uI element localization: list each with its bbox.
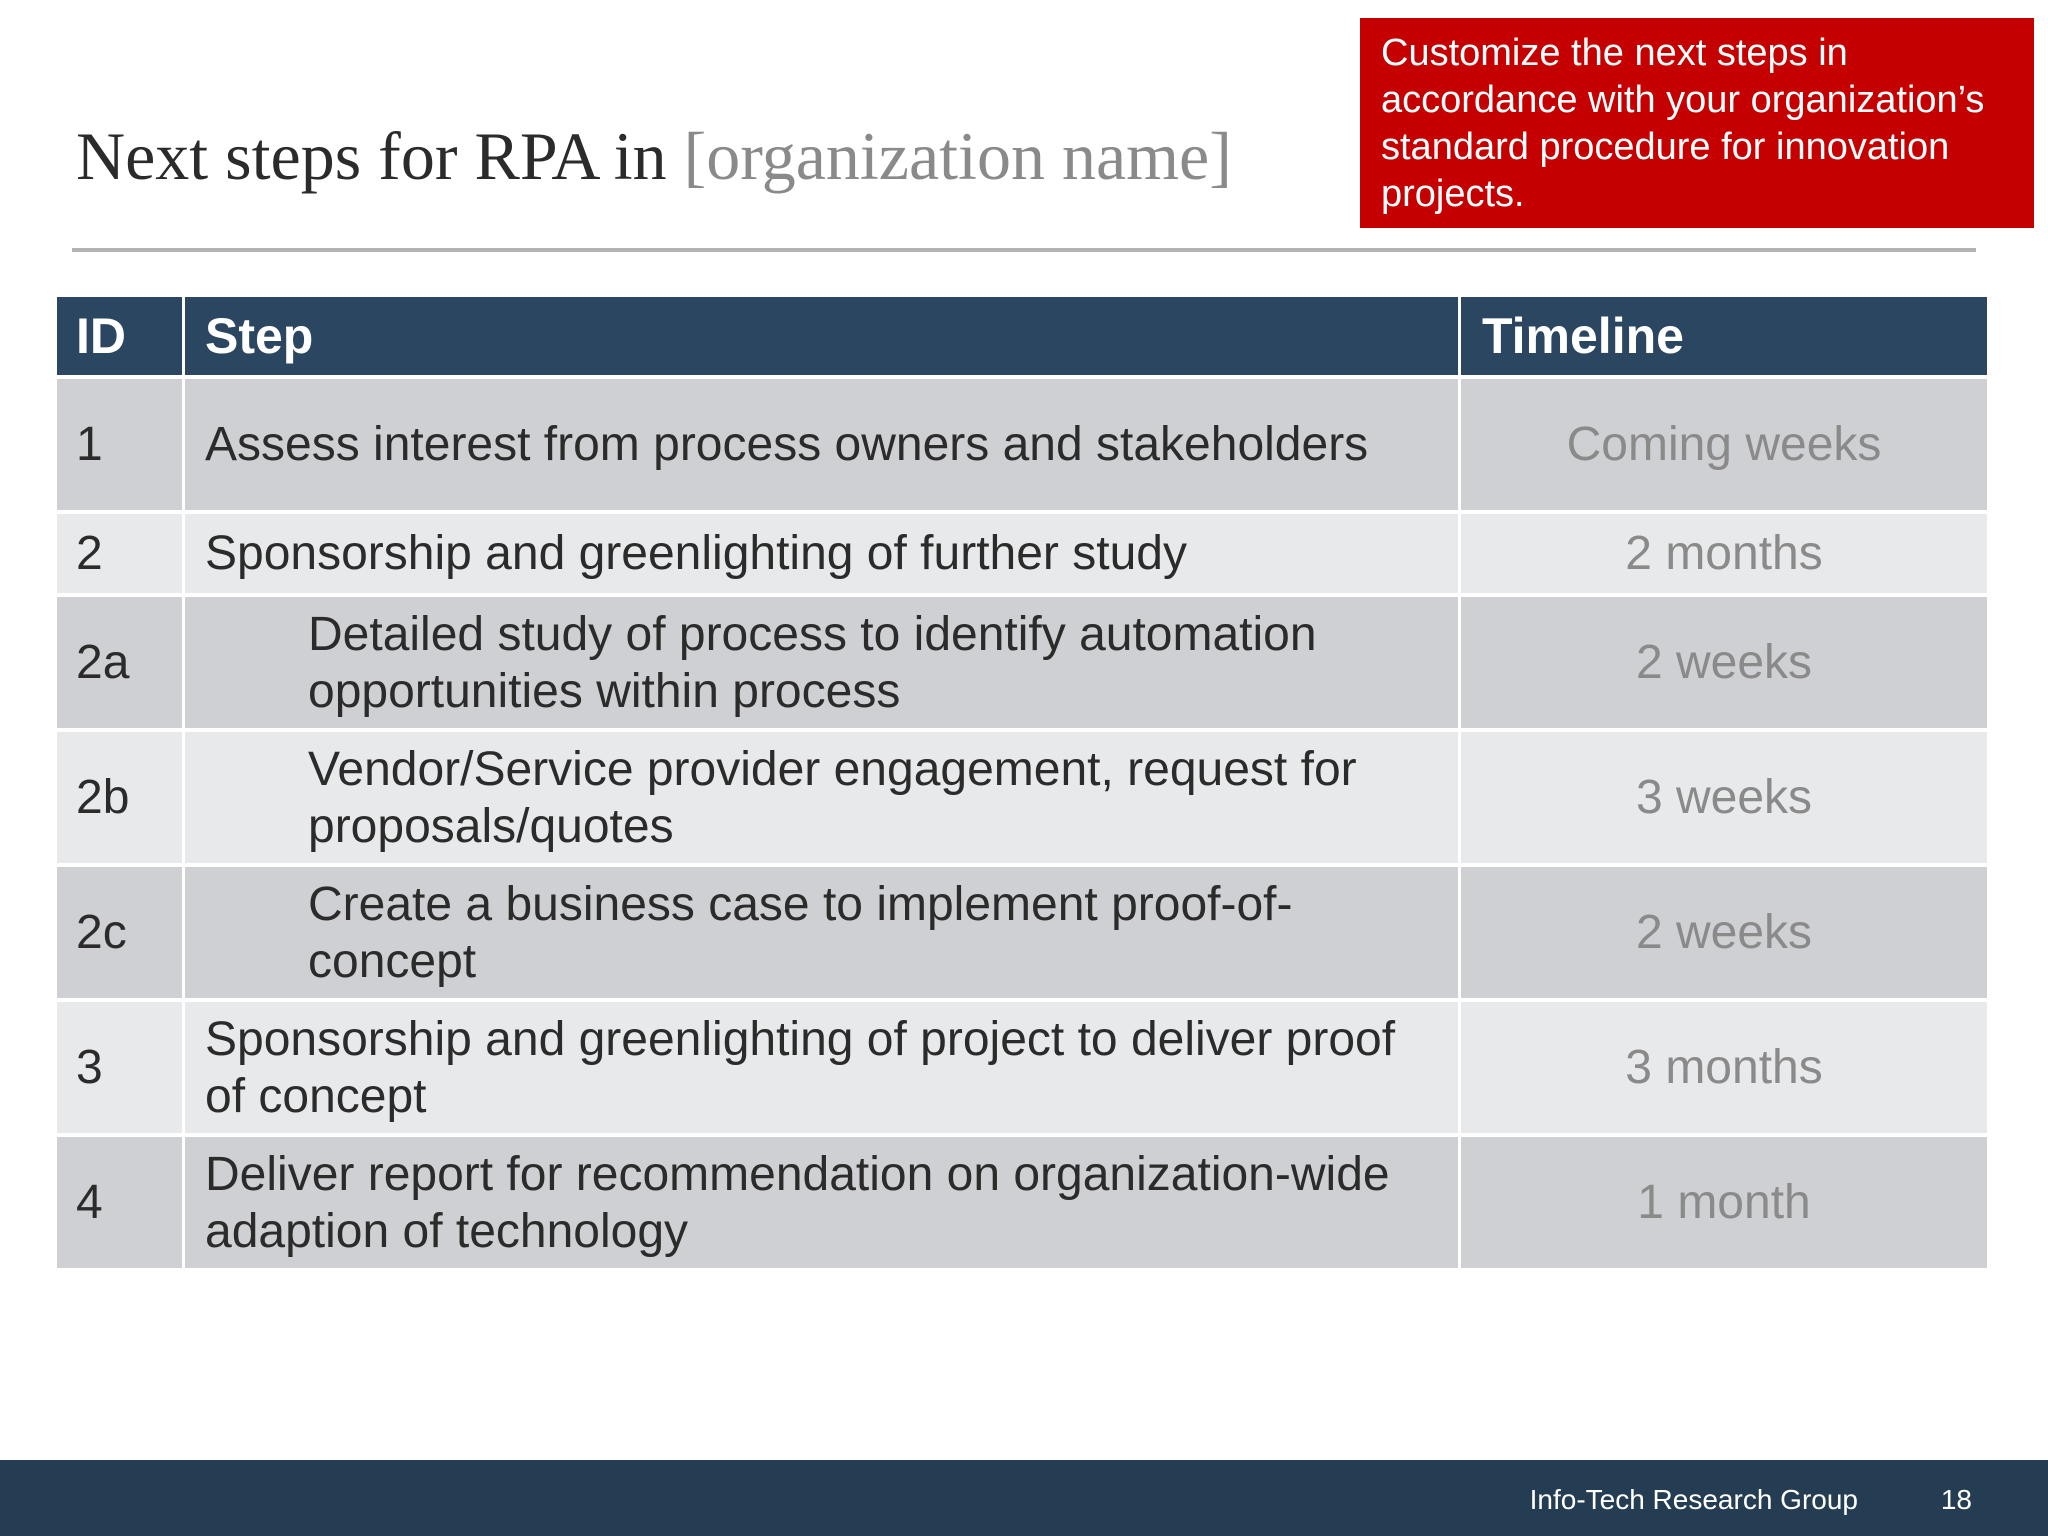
row-id: 1 (57, 379, 182, 510)
table-row (57, 732, 1987, 863)
row-timeline: 2 weeks (1461, 597, 1987, 728)
row-id: 2b (57, 732, 182, 863)
row-step: Sponsorship and greenlighting of further study (185, 514, 1458, 593)
row-step: Sponsorship and greenlighting of project to deliver proof of concept (185, 1002, 1458, 1133)
table-row (57, 597, 1987, 728)
table-row (57, 1137, 1987, 1268)
customization-note: Customize the next steps in accordance with your organization’s standard procedure for innovation projects. (1360, 18, 2034, 228)
row-id: 3 (57, 1002, 182, 1133)
row-id: 2c (57, 867, 182, 998)
page-number: 18 (1940, 1484, 1972, 1515)
header-step: Step (185, 297, 1458, 375)
row-timeline: 3 weeks (1461, 732, 1987, 863)
next-steps-table (57, 297, 1987, 1272)
row-step: Create a business case to implement proof-of-concept (185, 867, 1458, 998)
row-step: Vendor/Service provider engagement, request for proposals/quotes (185, 732, 1458, 863)
slide-title (76, 110, 1232, 202)
row-timeline: Coming weeks (1461, 379, 1987, 510)
table-row (57, 867, 1987, 998)
header-id: ID (57, 297, 182, 375)
title-main: Next steps for RPA in (76, 118, 684, 194)
row-timeline: 2 months (1461, 514, 1987, 593)
title-placeholder: [organization name] (683, 118, 1232, 194)
table-header-row (57, 297, 1987, 375)
row-id: 2a (57, 597, 182, 728)
header-timeline: Timeline (1461, 297, 1987, 375)
table-row (57, 379, 1987, 510)
row-timeline: 1 month (1461, 1137, 1987, 1268)
slide-footer (0, 1460, 2048, 1536)
table-row (57, 1002, 1987, 1133)
title-divider (72, 248, 1976, 252)
row-id: 2 (57, 514, 182, 593)
row-step: Detailed study of process to identify automation opportunities within process (185, 597, 1458, 728)
row-id: 4 (57, 1137, 182, 1268)
row-timeline: 3 months (1461, 1002, 1987, 1133)
row-step: Assess interest from process owners and stakeholders (185, 379, 1458, 510)
row-timeline: 2 weeks (1461, 867, 1987, 998)
footer-organization: Info-Tech Research Group (1529, 1484, 1858, 1515)
table-row (57, 514, 1987, 593)
row-step: Deliver report for recommendation on organization-wide adaption of technology (185, 1137, 1458, 1268)
